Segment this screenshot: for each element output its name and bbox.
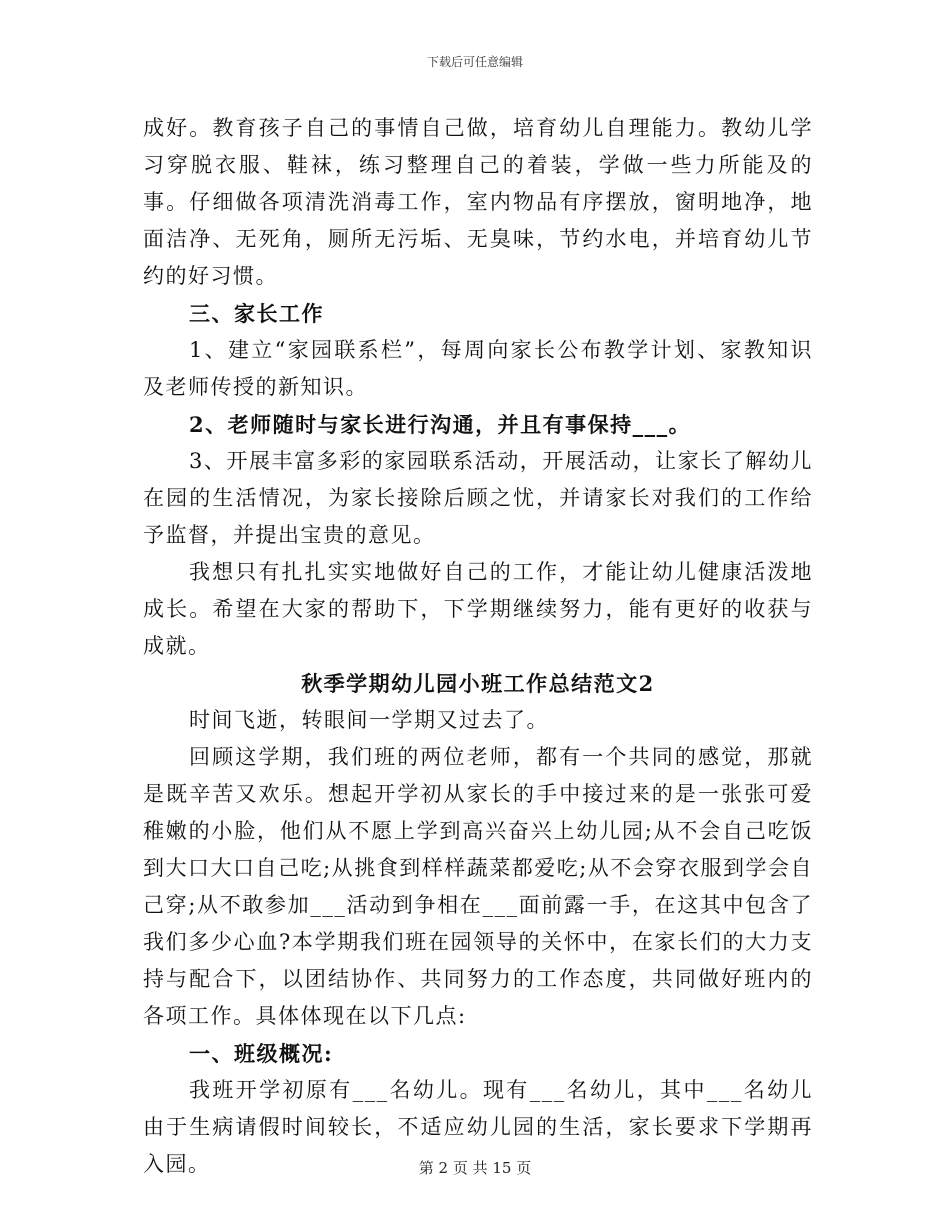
paragraph-item-1: 1、建立“家园联系栏”，每周向家长公布教学计划、家教知识及老师传授的新知识。 (143, 338, 813, 399)
paragraph-item-3: 3、开展丰富多彩的家园联系活动，开展活动，让家长了解幼儿在园的生活情况，为家长接除后顾之忧，并请家长对我们的工作给予监督，并提出宝贵的意见。 (143, 449, 813, 547)
paragraph-intro: 时间飞逝，转眼间一学期又过去了。 (189, 708, 549, 732)
paragraph-class-overview: 我班开学初原有___名幼儿。现有___名幼儿，其中___名幼儿由于生病请假时间较长，不适应幼儿园的生活，家长要求下学期再入园。 (143, 1078, 813, 1176)
section-heading-parent-work: 三、家长工作 (189, 301, 324, 326)
paragraph-continued: 成好。教育孩子自己的事情自己做，培育幼儿自理能力。教幼儿学习穿脱衣服、鞋袜，练习整理自己的着装，学做一些力所能及的事。仔细做各项清洗消毒工作，室内物品有序摆放，窗明地净，地面洁净、无死角，厕所无污垢、无臭味，节约水电，并培育幼儿节约的好习惯。 (143, 116, 813, 288)
document-body (143, 110, 813, 1183)
paragraph-item-2: 2、老师随时与家长进行沟通，并且有事保持___。 (189, 412, 692, 437)
page-footer: 第 2 页 共 15 页 (418, 1159, 532, 1177)
page-header: 下载后可任意编辑 (426, 55, 523, 69)
section-heading-class-overview: 一、班级概况: (189, 1041, 334, 1066)
paragraph-review: 回顾这学期，我们班的两位老师，都有一个共同的感觉，那就是既辛苦又欢乐。想起开学初从家长的手中接过来的是一张张可爱稚嫩的小脸，他们从不愿上学到高兴奋兴上幼儿园;从不会自己吃饭到大口大口自己吃;从挑食到样样蔬菜都爱吃;从不会穿衣服到学会自己穿;从不敢参加___活动到争相在___面前露一手，在这其中包含了我们多少心血?本学期我们班在园领导的关怀中，在家长们的大力支持与配合下，以团结协作、共同努力的工作态度，共同做好班内的各项工作。具体体现在以下几点: (143, 745, 813, 1028)
paragraph-conclusion: 我想只有扎扎实实地做好自己的工作，才能让幼儿健康活泼地成长。希望在大家的帮助下，下学期继续努力，能有更好的收获与成就。 (143, 560, 813, 658)
article-title: 秋季学期幼儿园小班工作总结范文2 (301, 671, 655, 696)
